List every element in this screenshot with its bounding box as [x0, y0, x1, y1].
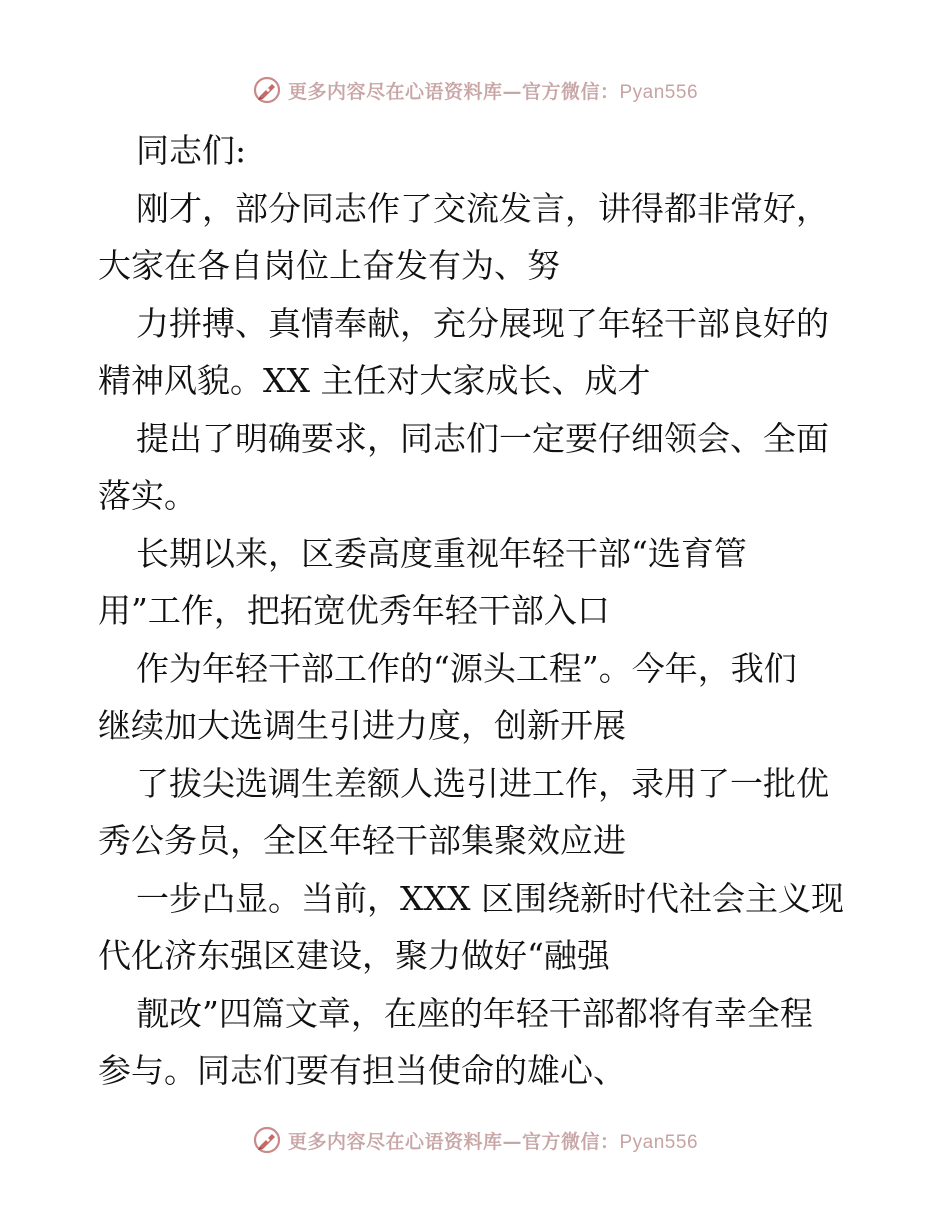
- text-line: 同志们:: [136, 131, 247, 170]
- text-line: 力拼搏、真情奉献，充分展现了年轻干部良好的: [136, 303, 829, 343]
- text-line: 长期以来，区委高度重视年轻干部“选育管: [136, 533, 747, 573]
- pen-nib-logo-icon: [252, 75, 282, 105]
- header-watermark: [0, 70, 950, 110]
- text-line: 落实。: [98, 476, 197, 515]
- text-line: 大家在各自岗位上奋发有为、努: [98, 246, 560, 285]
- text-line: 靓改”四篇文章，在座的年轻干部都将有幸全程: [136, 993, 813, 1033]
- text-line: 了拔尖选调生差额人选引进工作，录用了一批优: [136, 763, 829, 803]
- text-line: 参与。同志们要有担当使命的雄心、: [98, 1051, 626, 1090]
- text-line: 继续加大选调生引进力度，创新开展: [98, 706, 626, 745]
- text-line: 用”工作，把拓宽优秀年轻干部入口: [98, 591, 610, 630]
- document-body: [98, 122, 858, 1100]
- text-line: 精神风貌。XX 主任对大家成长、成才: [98, 361, 651, 400]
- text-line: 代化济东强区建设，聚力做好“融强: [98, 936, 610, 975]
- footer-watermark: [0, 1120, 950, 1160]
- watermark-text: 更多内容尽在心语资料库—官方微信：Pyan556: [287, 1130, 699, 1153]
- text-line: 作为年轻干部工作的“源头工程”。今年，我们: [136, 648, 797, 688]
- text-line: 刚才，部分同志作了交流发言，讲得都非常好，: [136, 188, 829, 228]
- watermark-text: 更多内容尽在心语资料库—官方微信：Pyan556: [287, 80, 699, 103]
- text-line: 提出了明确要求，同志们一定要仔细领会、全面: [136, 418, 829, 458]
- text-line: 秀公务员，全区年轻干部集聚效应进: [98, 821, 626, 860]
- pen-nib-logo-icon: [252, 1125, 282, 1155]
- text-line: 一步凸显。当前，XXX 区围绕新时代社会主义现: [136, 878, 844, 918]
